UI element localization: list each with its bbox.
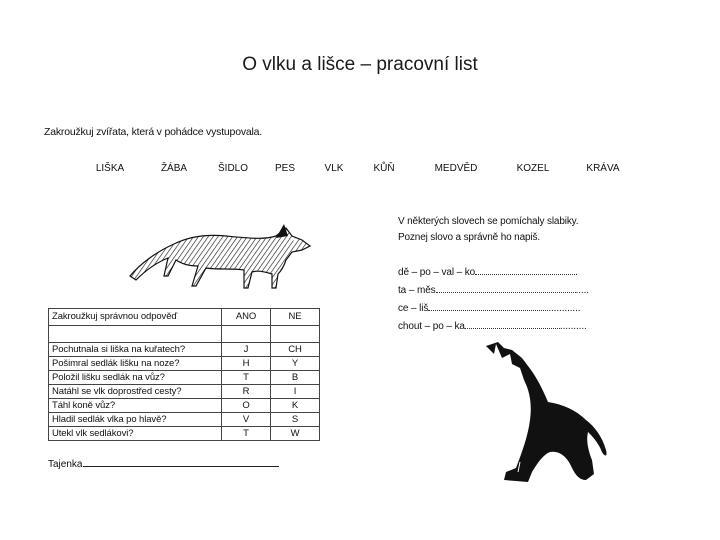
syllable-word: chout – po – ka [398,321,465,332]
animal-word: LIŠKA [95,163,125,174]
instruction-line: Poznej slovo a správně ho napiš. [398,232,540,243]
table-row [49,371,320,385]
syllable-word-row: chout – po – ka .......... [398,321,587,332]
animal-word: MEDVĚD [434,163,478,174]
animal-word: KŮŇ [373,163,395,174]
answer-no-letter[interactable]: W [271,427,320,441]
answer-line[interactable] [436,283,576,293]
quiz-question: Položil lišku sedlák na vůz? [49,371,222,385]
syllable-word: ta – měs [398,285,436,296]
table-row [49,343,320,357]
syllable-word-row: ta – měs ..... [398,285,589,296]
animal-word: ŠIDLO [217,163,249,174]
quiz-question: Táhl koně vůz? [49,399,222,413]
answer-no-letter[interactable]: I [271,385,320,399]
animal-word: VLK [324,163,344,174]
answer-yes-letter[interactable]: O [222,399,271,413]
animal-word: PES [274,163,296,174]
syllable-word-row: dě – po – val – ko . [398,267,578,278]
spacer-cell [222,326,271,343]
animal-word: KRÁVA [586,163,620,174]
spacer-cell [271,326,320,343]
animal-word: ŽÁBA [160,163,188,174]
quiz-header-yes: ANO [222,309,271,326]
instruction-line: V některých slovech se pomíchaly slabiky. [398,216,579,227]
answer-yes-letter[interactable]: J [222,343,271,357]
quiz-question: Hladil sedlák vlka po hlavě? [49,413,222,427]
answer-no-letter[interactable]: CH [271,343,320,357]
answer-yes-letter[interactable]: T [222,371,271,385]
quiz-header-question: Zakroužkuj správnou odpověď [49,309,222,326]
syllable-word-row: ce – liš ............ [398,303,581,314]
table-row [49,399,320,413]
answer-line[interactable] [465,319,560,329]
answer-line[interactable] [475,265,575,275]
tajenka-row [48,456,279,470]
table-row [49,427,320,441]
task-animals-instruction: Zakroužkuj zvířata, která v pohádce vystupovala. [44,126,263,138]
answer-line[interactable] [428,301,548,311]
wolf-silhouette [476,340,610,490]
answer-yes-letter[interactable]: H [222,357,271,371]
quiz-question: Pošimral sedlák lišku na noze? [49,357,222,371]
table-row [49,357,320,371]
quiz-question: Utekl vlk sedlákovi? [49,427,222,441]
task-syllables-instruction [398,214,578,246]
table-row [49,385,320,399]
answer-yes-letter[interactable]: V [222,413,271,427]
tajenka-answer-line[interactable] [83,456,279,467]
tajenka-label: Tajenka [48,459,83,470]
answer-yes-letter[interactable]: R [222,385,271,399]
animal-word: KOZEL [516,163,550,174]
spacer-cell [49,326,222,343]
answer-no-letter[interactable]: K [271,399,320,413]
answer-no-letter[interactable]: S [271,413,320,427]
page-title: O vlku a lišce – pracovní list [242,54,478,75]
answer-no-letter[interactable]: Y [271,357,320,371]
answer-yes-letter[interactable]: T [222,427,271,441]
answer-no-letter[interactable]: B [271,371,320,385]
fox-illustration [126,214,312,294]
quiz-table [48,308,320,441]
quiz-question: Pochutnala si liška na kuřatech? [49,343,222,357]
quiz-question: Natáhl se vlk doprostřed cesty? [49,385,222,399]
syllable-word: dě – po – val – ko [398,267,476,278]
table-row [49,413,320,427]
syllable-word: ce – liš [398,303,429,314]
quiz-header-no: NE [271,309,320,326]
